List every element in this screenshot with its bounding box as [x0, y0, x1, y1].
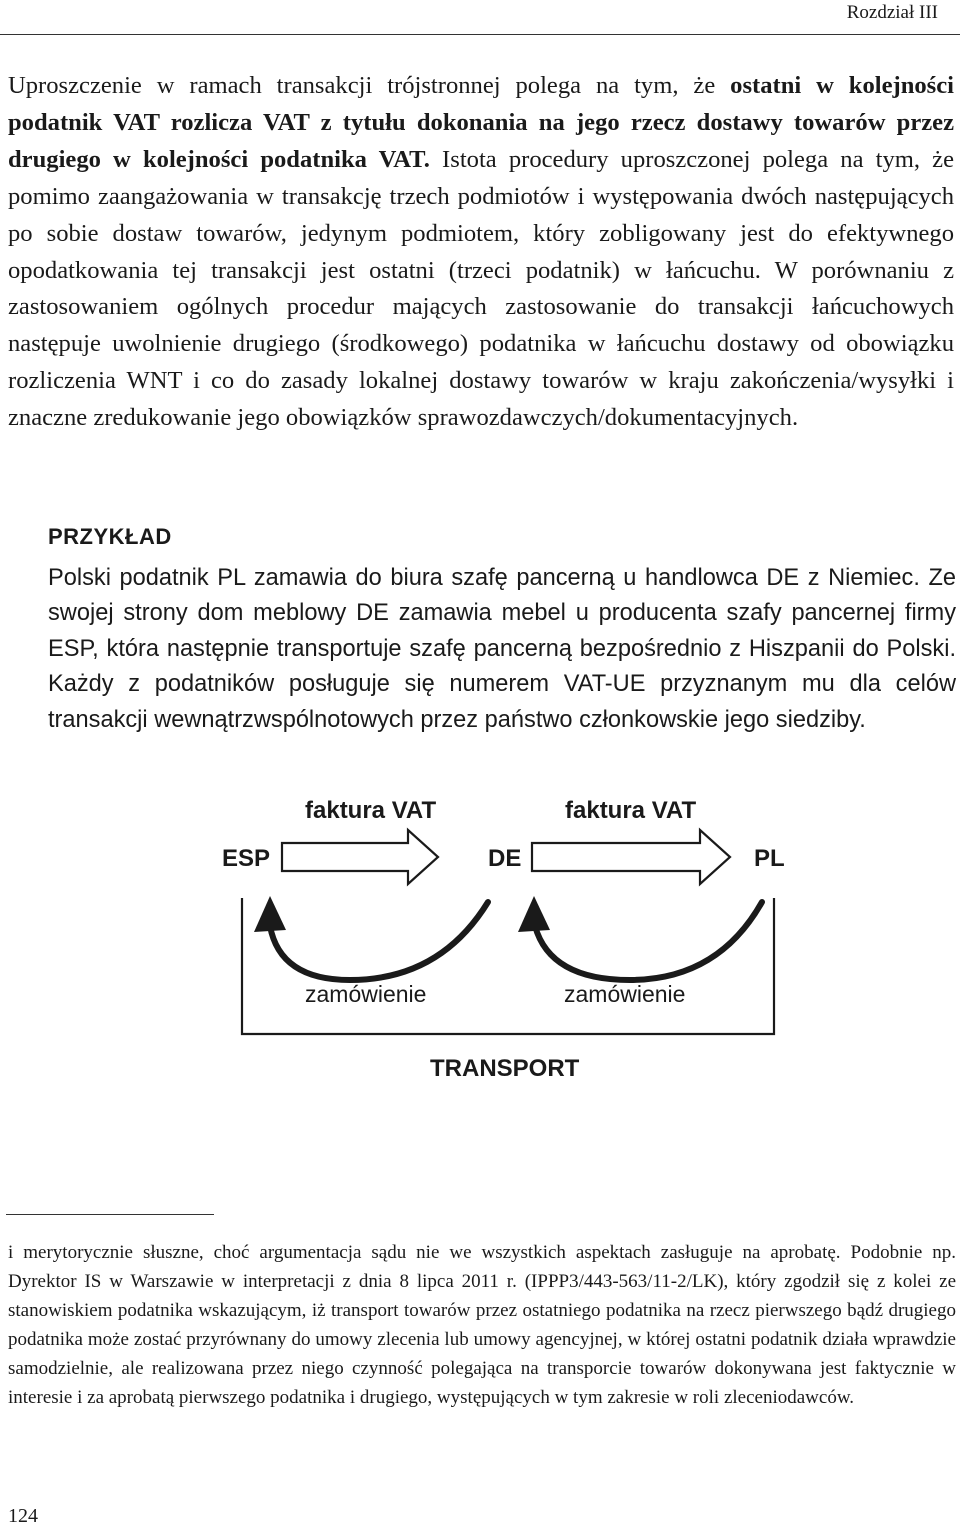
- footnote-text: i merytorycznie słuszne, choć argumentacja sądu nie we wszystkich aspektach zasługuje na aprobatę. Podobnie np. Dyrektor IS w Warszawie w interpretacji z dnia 8 lipca 2011 r. (IPPP3/443-563/11-2/LK), który zgodził się z kolei ze stanowiskiem podatnika wskazującym, iż transport towarów przez ostatniego podatnika na rzecz pierwszego bądź drugiego podatnika może zostać przyrównany do umowy zlecenia lub umowy agencyjnej, w której ostatni podatnik działa wprawdzie samodzielnie, ale realizowana przez niego czynność polegająca na transporcie towarów dokonywana jest faktycznie w interesie i za aprobatą pierwszego podatnika i drugiego, występujących w tym zakresie w roli zleceniodawców.: [8, 1242, 956, 1409]
- order-arrow-2: [535, 902, 762, 980]
- invoice-arrow-1: [282, 830, 438, 884]
- chapter-title: Rozdział III: [846, 2, 938, 23]
- node-esp: ESP: [222, 845, 271, 872]
- invoice-arrow-2: [532, 830, 730, 884]
- invoice-label-2: faktura VAT: [565, 797, 697, 824]
- invoice-label-1: faktura VAT: [305, 797, 437, 824]
- node-de: DE: [488, 845, 522, 872]
- order-arrow-1: [270, 902, 488, 980]
- order-arrowhead-1: [254, 896, 286, 932]
- transport-label: TRANSPORT: [430, 1055, 580, 1082]
- transaction-diagram: [190, 780, 810, 1090]
- order-label-2: zamówienie: [564, 981, 686, 1007]
- main-paragraph-bold: ostatni w kolejności podatnik VAT rozlicza VAT z tytułu dokonania na jego rzecz dostawy towarów przez drugiego w kolejności podatnika VAT.: [8, 72, 955, 173]
- footnote-separator: [6, 1214, 214, 1215]
- main-paragraph: [8, 68, 954, 437]
- example-heading: PRZYKŁAD: [48, 524, 172, 549]
- order-arrowhead-2: [518, 896, 550, 932]
- main-paragraph-rest: Istota procedury uproszczonej polega na tym, że pomimo zaangażowania w transakcję trzech podmiotów i występowania dwóch następujących po sobie dostaw towarów, jedynym podmiotem, który zobligowany jest do efektywnego opodatkowania tej transakcji jest ostatni (trzeci podatnik) w łańcuchu. W porównaniu z zastosowaniem ogólnych procedur mających zastosowanie do transakcji łańcuchowych następuje uwolnienie drugiego (środkowego) podatnika w łańcuchu dostawy od obowiązku rozliczenia WNT i co do zasady lokalnej dostawy towarów w kraju zakończenia/wysyłki i znaczne zredukowanie jego obowiązków sprawozdawczych/dokumentacyjnych.: [8, 145, 955, 432]
- node-pl: PL: [754, 845, 785, 872]
- example-text: Polski podatnik PL zamawia do biura szafę pancerną u handlowca DE z Niemiec. Ze swojej strony dom meblowy DE zamawia mebel u producenta szafy pancernej firmy ESP, która następnie transportuje szafę pancerną bezpośrednio z Hiszpanii do Polski. Każdy z podatników posługuje się numerem VAT-UE przyznanym mu dla celów transakcji wewnątrzwspólnotowych przez państwo członkowskie jego siedziby.: [48, 565, 956, 733]
- running-header: [0, 0, 960, 35]
- order-label-1: zamówienie: [305, 981, 427, 1007]
- page-number: 124: [8, 1505, 38, 1527]
- main-paragraph-intro: Uproszczenie w ramach transakcji trójstronnej polega na tym, że: [8, 72, 731, 99]
